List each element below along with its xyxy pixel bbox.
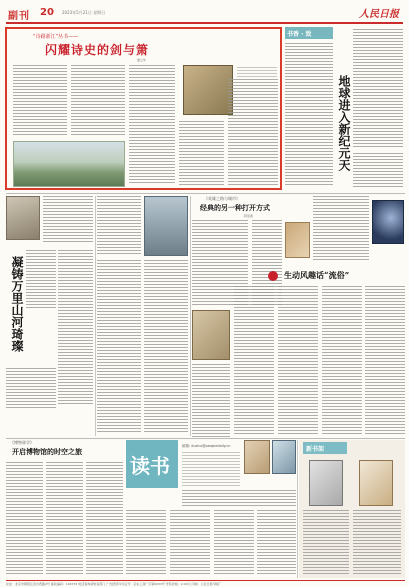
new-books-section [299,440,405,578]
divider-lower [6,438,405,439]
left-section [6,196,94,411]
page-number: 20 [40,7,54,18]
feature-author: 夏立华 [137,58,147,62]
new-books-banner [303,442,347,454]
new-book-cover-1 [309,460,343,506]
banner-label: 书香 · 致 [287,31,312,38]
bottom-mid-text-2 [170,510,210,576]
feature-series-label: “诗路浙江”丛书—— [33,34,79,40]
bottom-left-text-2 [46,462,83,576]
reading-book-1 [244,440,270,474]
new-books-text-2 [353,510,401,574]
left-text-col-3 [58,250,93,406]
page-footer [6,580,405,586]
right-mid-deco-icon [268,271,278,281]
bottom-left-text-3 [86,462,123,576]
right-text-col-2 [353,29,403,149]
right-book-cover [372,200,404,244]
feature-title: 闪耀诗史的剑与箫 [45,43,150,57]
middle-section-tag: 《英雄之路与城市》 [204,196,240,201]
feature-text-col-2 [71,65,125,137]
left-photo [6,196,40,240]
mid-left-text-1 [97,196,141,256]
reading-book-2 [272,440,296,474]
bottom-left-article [6,440,124,578]
left-text-col-4 [6,368,56,408]
right-mid-text-c [322,286,362,436]
middle-book-cover [285,222,310,258]
date-line: 2023年5月21日 星期日 [62,10,106,15]
middle-byline: 阿思黄 [244,214,254,218]
bottom-mid-text-1 [126,510,166,576]
bottom-left-text-1 [6,462,43,576]
masthead-logo: 人民日报 [359,9,399,20]
middle-title: 经典的另一种打开方式 [200,203,270,212]
reading-char-block [126,440,178,488]
reading-box [126,440,296,508]
mid-left-text-2 [97,260,141,434]
reading-char: 读书 [130,454,170,478]
feature-text-col-5 [228,79,278,187]
bottom-left-title: 开启博物馆的时空之旅 [12,447,82,456]
right-mid-text-d [365,286,405,436]
right-column-top [285,27,405,190]
mid-left-photo [144,196,188,256]
right-text-col-1 [285,43,333,187]
right-mid-text-a [234,286,274,436]
divider-vert-1 [95,196,96,436]
right-text-col-3 [353,153,403,187]
reading-info-text [182,452,240,486]
divider-upper [6,193,405,194]
feature-text-col-3 [129,65,175,185]
mid-left-text-3 [144,260,188,434]
feature-article-box [5,27,282,190]
book-cover-stack [192,310,230,360]
reading-text-row [182,490,296,506]
divider-vert-3 [297,440,298,578]
banner-teal [285,27,333,39]
feature-illustration-landscape [13,141,125,187]
left-text-col-2 [26,250,56,310]
right-mid-text-1 [313,196,369,262]
page-header [6,4,403,24]
right-mid-top [313,196,405,266]
feature-illustration-book [183,65,233,115]
right-mid-article [234,268,405,440]
middle-left-section [97,196,189,436]
reading-info: 邮箱: dushu@peopledaily.cn [182,444,231,448]
middle-lower-text [192,364,230,438]
bottom-middle-text [126,510,296,578]
feature-text-col-4 [179,121,224,187]
right-mid-title: 生动风趣话“流俗” [284,270,350,280]
middle-lower-section [192,310,232,440]
feature-text-col-1 [13,65,67,137]
bottom-mid-text-4 [257,510,296,576]
footer-text: 社址：北京市朝阳区金台西路2号 邮政编码：100733 电话查询请转各部门 广告经营许可证号：京东工商广字第0033号 零售价格：2.00元 印刷：人民日报印刷厂 [6,582,222,586]
left-vertical-title: 凝铸万里山河琦璨 [10,256,24,352]
feature-illustration-caption [237,67,277,77]
new-book-cover-2 [359,460,393,506]
bottom-mid-text-3 [214,510,254,576]
right-mid-text-b [278,286,318,436]
new-books-label: 新书架 [306,446,325,453]
vertical-headline: 地球进入新纪元天 [337,75,351,171]
bottom-left-tag: 《博物驿学》 [10,440,34,445]
divider-vert-2 [190,196,191,436]
left-text-col-1 [43,196,93,244]
section-name: 副刊 [8,11,30,22]
new-books-text-1 [303,510,349,574]
